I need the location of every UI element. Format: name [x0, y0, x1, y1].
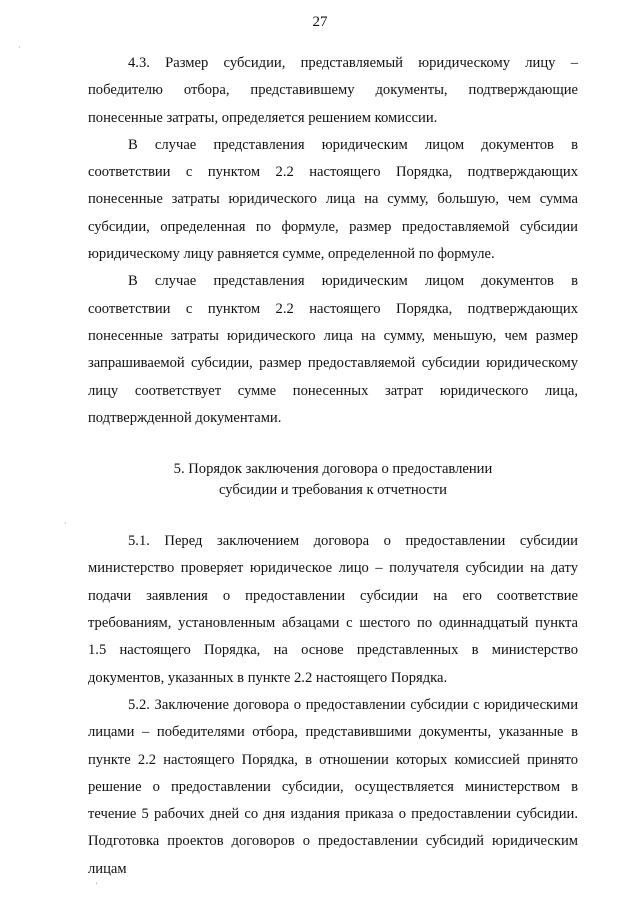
paragraph-4-3: 4.3. Размер субсидии, представляемый юридическому лицу – победителю отбора, представившему документы, подтверждающие понесенные затраты, определяется решением комиссии.: [88, 55, 578, 126]
section-5-heading: [88, 459, 578, 501]
paragraph-5-2: 5.2. Заключение договора о предоставлении субсидии с юридическими лицами – победителями отбора, представившими документы, указанные в пункте 2.2 настоящего Порядка, в отношении которых комиссией принято решение о предоставлении субсидии, осуществляется министерством в течение 5 рабочих дней со дня издания приказа о предоставлении субсидии. Подготовка проектов договоров о предоставлении субсидий юридическим лицам: [88, 696, 578, 877]
section-5-heading-line-1: 5. Порядок заключения договора о предоставлении: [173, 461, 493, 478]
scan-speck: ·: [64, 519, 67, 528]
paragraph-larger-costs: В случае представления юридическим лицом документов в соответствии с пунктом 2.2 настоящего Порядка, подтверждающих понесенные затраты юридического лица на сумму, большую, чем сумма субсидии, определенная по формуле, размер предоставляемой субсидии юридическому лицу равняется сумме, определенной по формуле.: [88, 136, 578, 263]
scan-speck: ·: [18, 43, 21, 52]
scan-speck: ': [96, 881, 98, 890]
paragraph-5-1: 5.1. Перед заключением договора о предоставлении субсидии министерство проверяет юридическое лицо – получателя субсидии на дату подачи заявления о предоставлении субсидии на его соответствие требованиям, установленным абзацами с шестого по одиннадцатый пункта 1.5 настоящего Порядка, на основе представленных в министерство документов, указанных в пункте 2.2 настоящего Порядка.: [88, 533, 578, 686]
section-5-heading-line-2: субсидии и требования к отчетности: [218, 482, 447, 499]
paragraph-smaller-costs: В случае представления юридическим лицом документов в соответствии с пунктом 2.2 настоящего Порядка, подтверждающих понесенные затраты юридического лица на сумму, меньшую, чем размер запрашиваемой субсидии, размер предоставляемой субсидии юридическому лицу соответствует сумме понесенных затрат юридического лица, подтвержденной документами.: [88, 273, 578, 426]
document-body: [88, 50, 578, 883]
page-number: 27: [312, 14, 328, 30]
